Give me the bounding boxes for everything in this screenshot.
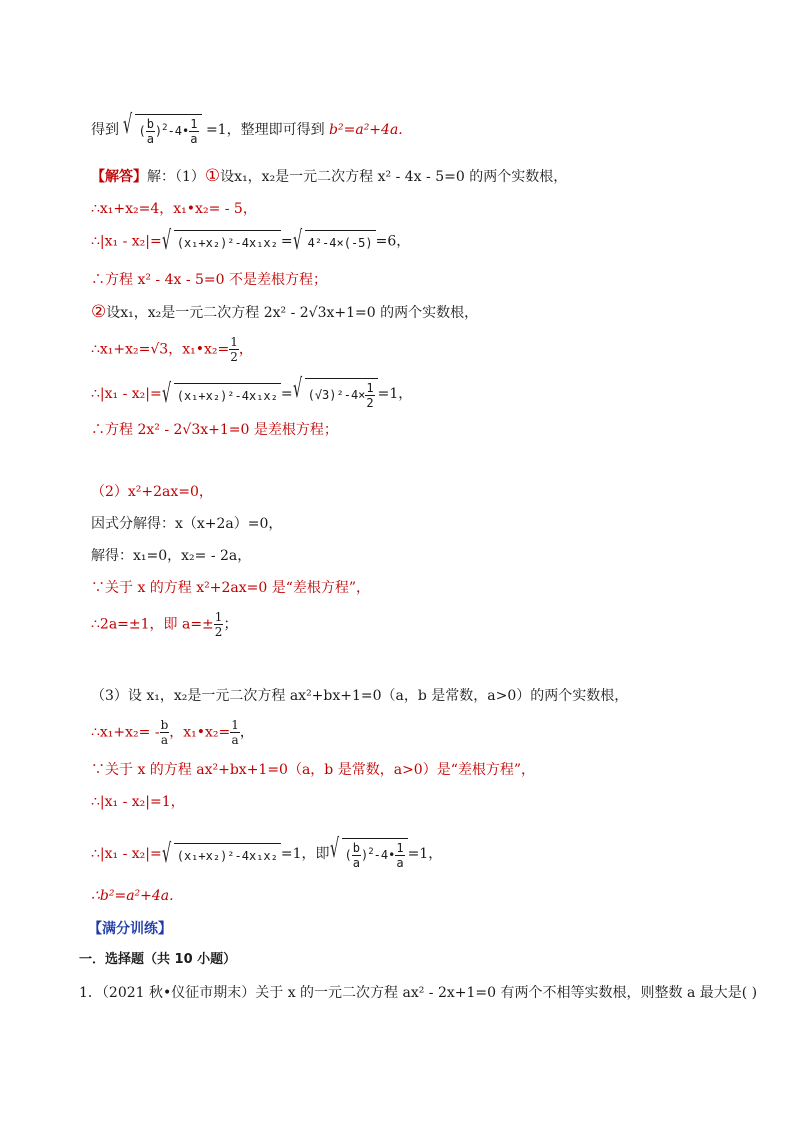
- sqrt-expression: √ (x₁+x₂)²-4x₁x₂: [162, 230, 281, 253]
- circle-number: ②: [91, 302, 107, 322]
- solution-line-1: [91, 166, 567, 187]
- answer-tag: 【解答】: [91, 169, 147, 185]
- sqrt-expression: √ (x₁+x₂)²-4x₁x₂: [162, 383, 281, 406]
- part3-line-4: ∴|x₁ - x₂|=1，: [91, 794, 185, 810]
- text: ∴|x₁ - x₂|=: [91, 233, 162, 250]
- solution-line-5: [91, 302, 478, 323]
- fraction: $\frac{1}{2}$: [214, 610, 223, 639]
- text: ∴x₁+x₂=√3，x₁•x₂=: [91, 341, 230, 358]
- fraction: $\frac{1}{a}$: [190, 117, 198, 146]
- solution-line-2: ∴x₁+x₂=4，x₁•x₂= - 5，: [91, 201, 257, 217]
- section-heading: 一．选择题（共 10 小题）: [79, 952, 237, 967]
- text: 设x₁，x₂是一元二次方程 x² - 4x - 5=0 的两个实数根，: [220, 169, 568, 185]
- fraction: $\frac{1}{a}$: [231, 718, 239, 747]
- text: =1，: [407, 846, 443, 862]
- text: ，x₁•x₂=: [169, 724, 231, 741]
- fraction: $\frac{1}{2}$: [366, 381, 374, 410]
- circle-number: ①: [204, 166, 221, 186]
- text: ，: [239, 724, 254, 741]
- fraction: $\frac{b}{a}$: [352, 841, 360, 870]
- part3-line-2: [91, 718, 254, 747]
- training-title: 【满分训练】: [88, 921, 172, 937]
- text: =1，整理即可得到: [205, 122, 325, 138]
- text: ∴x₁+x₂= -: [91, 724, 160, 741]
- sqrt-expression: √ (x₁+x₂)²-4x₁x₂: [162, 843, 281, 866]
- fraction: $\frac{1}{a}$: [396, 841, 404, 870]
- fraction: $\frac{1}{2}$: [230, 335, 238, 364]
- text: =: [280, 233, 293, 250]
- text: ，: [238, 341, 253, 358]
- sqrt-expression: √ ( $\frac{b}{a}$ )$^2$-4• $\frac{1}{a}$: [123, 114, 201, 146]
- part2-line-1: （2）x²+2ax=0，: [91, 484, 213, 500]
- question-1: 1．（2021 秋•仪征市期末）关于 x 的一元二次方程 ax² - 2x+1=0 有两个不相等实数根，则整数 a 最大是( ): [79, 985, 758, 1001]
- part3-line-6: ∴b²=a²+4a.: [91, 888, 174, 904]
- text: =6，: [375, 233, 411, 250]
- solution-line-4: ∴方程 x² - 4x - 5=0 不是差根方程；: [91, 272, 328, 288]
- solution-line-8: ∴方程 2x² - 2√3x+1=0 是差根方程；: [91, 422, 338, 438]
- part3-line-3: ∵关于 x 的方程 ax²+bx+1=0（a，b 是常数，a>0）是“差根方程”，: [91, 762, 536, 778]
- sqrt-expression: √ (√3)²-4× $\frac{1}{2}$: [293, 378, 378, 410]
- text: 得到: [91, 122, 119, 138]
- fraction: $\frac{b}{a}$: [160, 718, 169, 747]
- part3-line-1: （3）设 x₁，x₂是一元二次方程 ax²+bx+1=0（a，b 是常数，a>0）的两个实数根，: [91, 688, 629, 704]
- solution-line-6: [91, 335, 253, 364]
- sqrt-expression: √ ( $\frac{b}{a}$ )$^2$-4• $\frac{1}{a}$: [330, 838, 408, 870]
- text: =1，: [377, 386, 413, 402]
- text: ∴|x₁ - x₂|=: [91, 386, 162, 402]
- text: ∴|x₁ - x₂|=: [91, 846, 162, 862]
- part2-line-4: ∵关于 x 的方程 x²+2ax=0 是“差根方程”，: [91, 580, 371, 596]
- text: 解：（1）: [147, 169, 205, 185]
- result-text: b²=a²+4a.: [329, 122, 403, 138]
- text: =1，即: [280, 846, 330, 862]
- text: ；: [223, 616, 238, 633]
- part2-line-2: 因式分解得：x（x+2a）=0，: [91, 516, 283, 532]
- fraction: $\frac{b}{a}$: [146, 117, 154, 146]
- text: 设x₁，x₂是一元二次方程 2x² - 2√3x+1=0 的两个实数根，: [106, 305, 479, 321]
- part2-line-5: [91, 610, 237, 639]
- text: =: [280, 386, 293, 402]
- sqrt-expression: √ 4²-4×(-5): [293, 230, 376, 253]
- solution-line-3: [91, 226, 411, 256]
- text: ∴2a=±1，即 a=±: [91, 616, 214, 633]
- part2-line-3: 解得：x₁=0，x₂= - 2a，: [91, 548, 252, 564]
- top-line: [91, 110, 403, 146]
- solution-line-7: [91, 374, 413, 410]
- part3-line-5: [91, 834, 443, 870]
